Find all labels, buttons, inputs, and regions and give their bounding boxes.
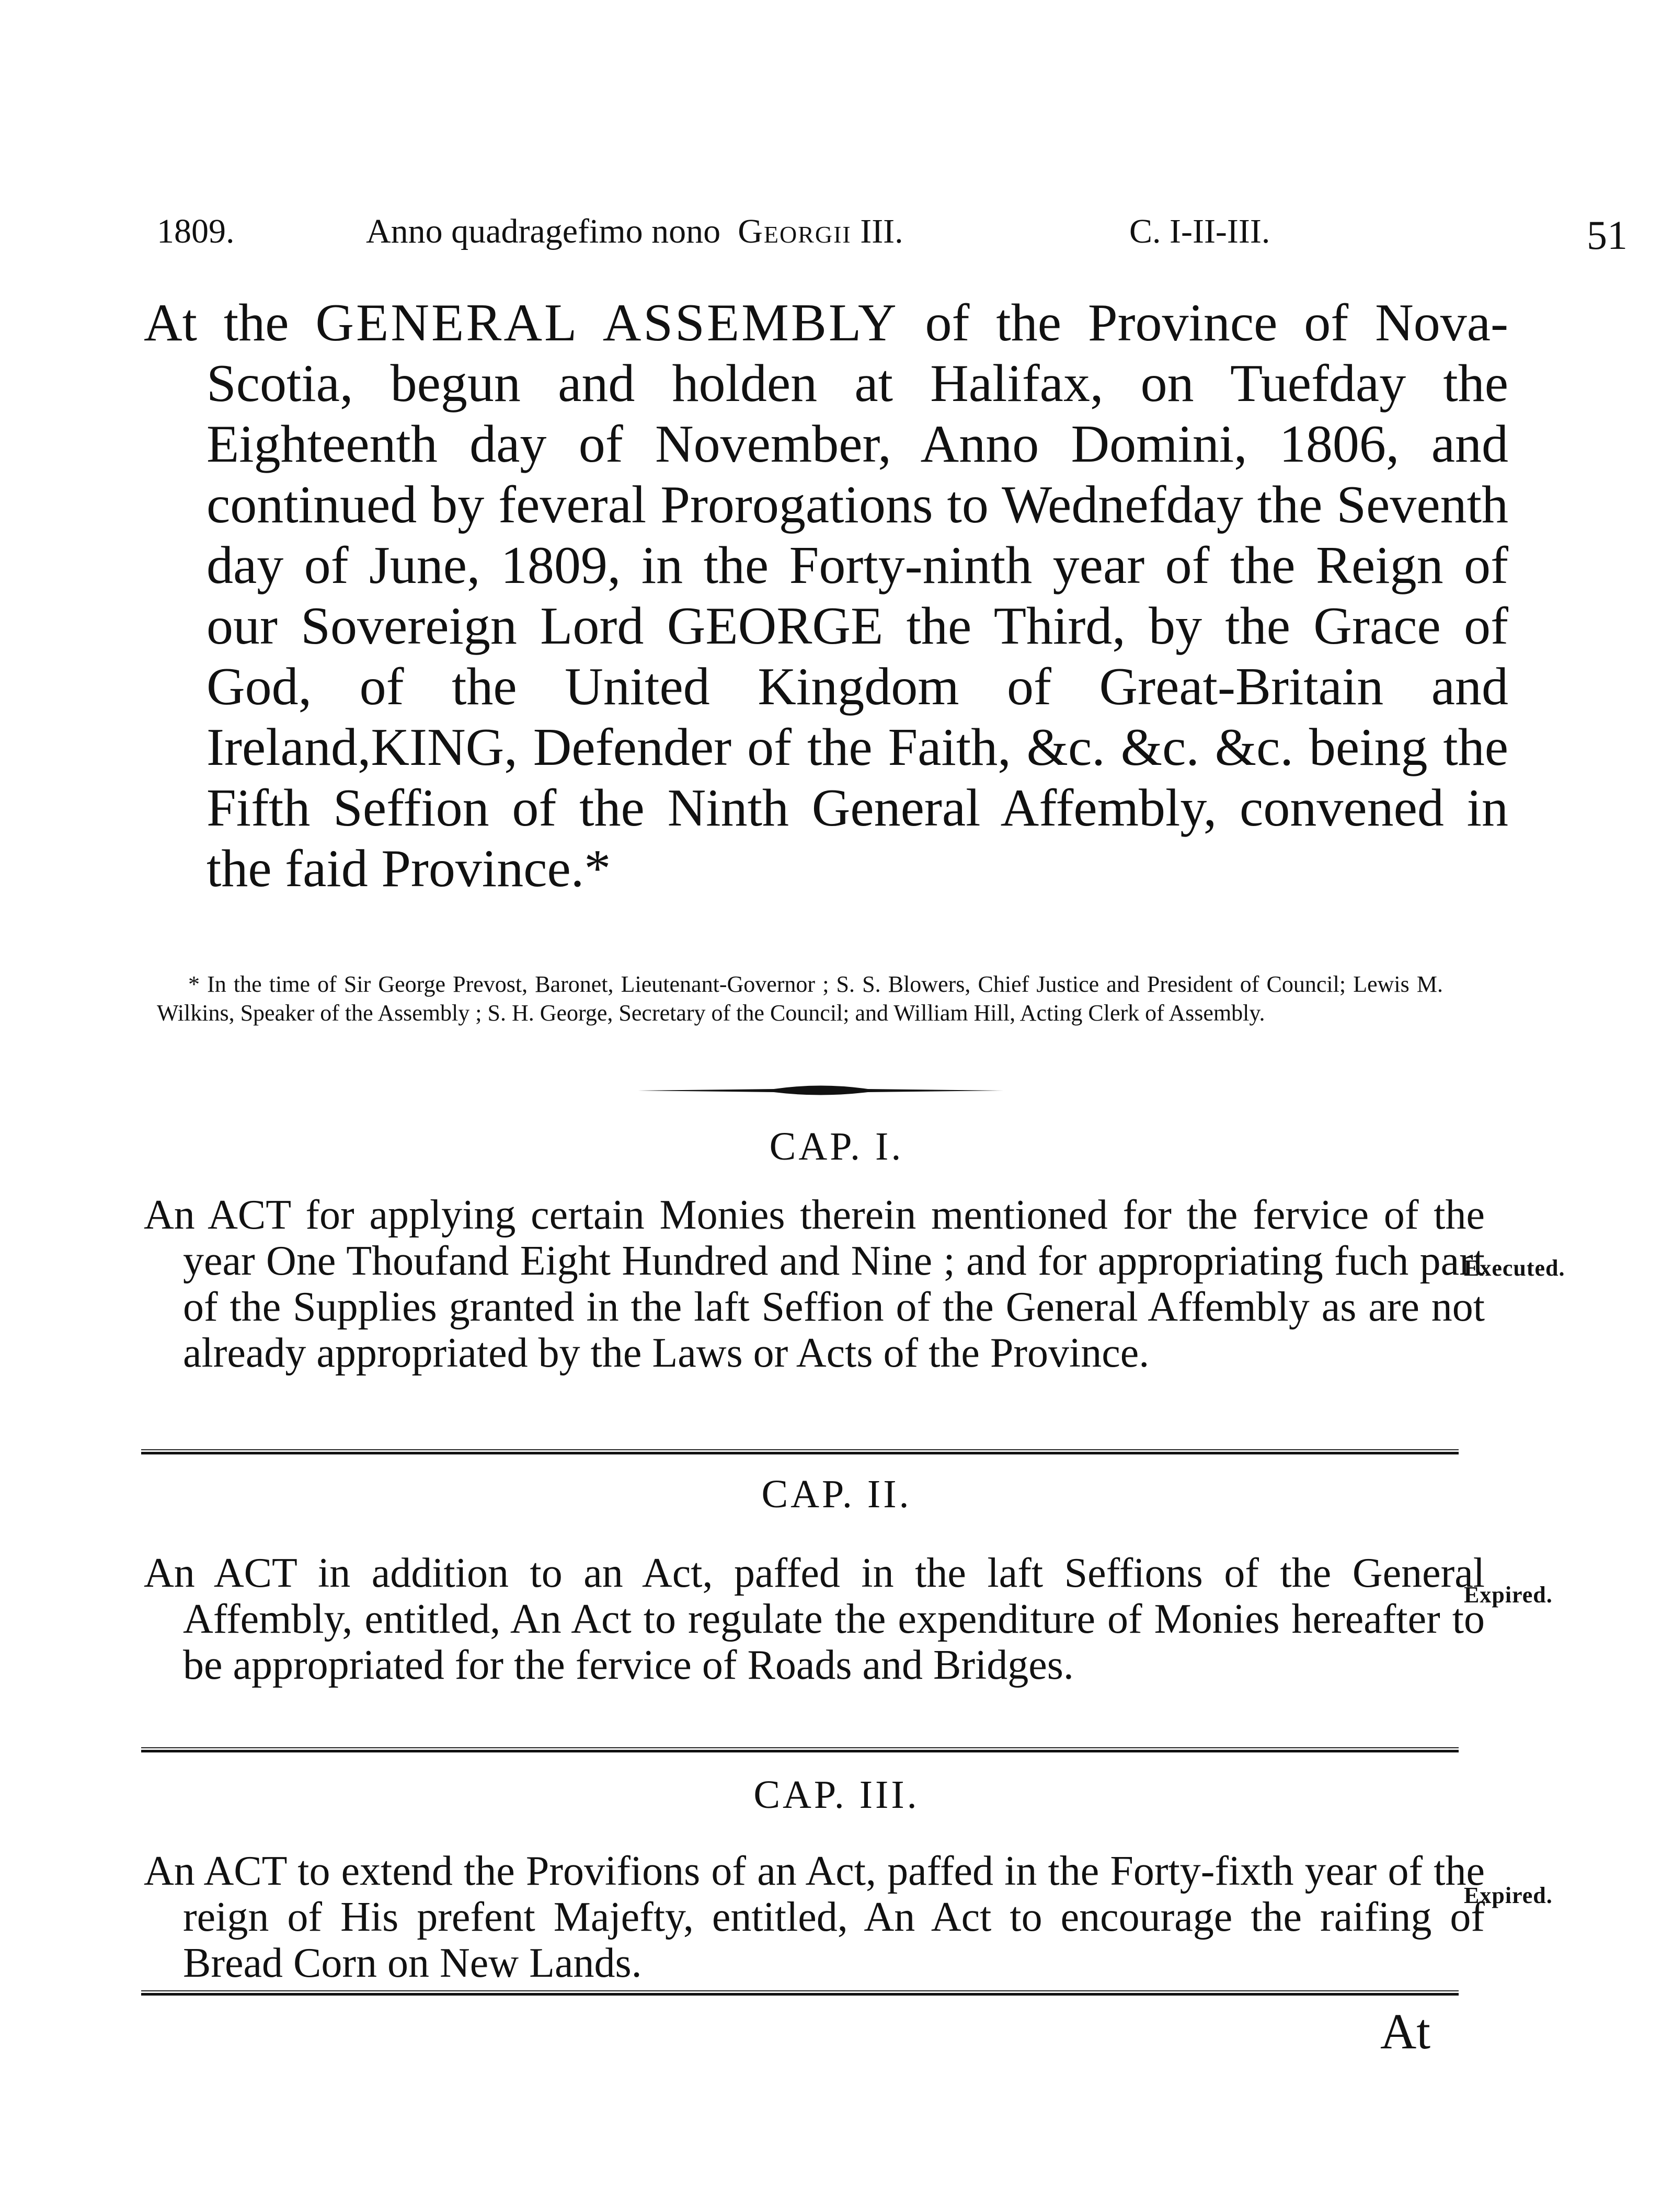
header-regnal: III. <box>860 212 903 250</box>
footnote: * In the time of Sir George Prevost, Baronet, Lieutenant-Governor ; S. S. Blowers, Chief Justice and President of Council; Lewis M. Wilkins, Speaker of the Assembly ; S. H. George, Secretary of the Council; and William Hill, Acting Clerk of Assembly. <box>157 971 1443 1026</box>
cap-1-status: Executed. <box>1464 1255 1565 1281</box>
running-header <box>157 212 1628 269</box>
header-year: 1809. <box>157 212 235 250</box>
preamble-king: KING, <box>371 718 518 777</box>
header-chapters: C. I-II-III. <box>1129 212 1270 250</box>
cap-3-text: An ACT to extend the Provifions of an Act, paffed in the Forty-fixth year of the reign of His prefent Majefty, entitled, An Act to encourage the raifing of Bread Corn on New Lands. <box>144 1848 1485 1986</box>
header-king: Georgii <box>738 212 852 250</box>
session-preamble <box>144 293 1508 899</box>
cap-3-status: Expired. <box>1464 1883 1553 1908</box>
rule-cap-2 <box>141 1746 1459 1753</box>
preamble-assembly: GENERAL ASSEMBLY <box>315 293 899 352</box>
ornament-divider <box>638 1082 1004 1098</box>
header-regnal-title <box>366 212 903 251</box>
cap-1-text: An ACT for applying certain Monies therein mentioned for the fervice of the year One Thoufand Eight Hundred and Nine ; and for appropriating fuch part of the Supplies granted in the laft Seffion of the General Affembly as are not already appropriated by the Laws or Acts of the Province. <box>144 1192 1485 1376</box>
cap-2-text: An ACT in addition to an Act, paffed in the laft Seffions of the General Affembly, entitled, An Act to regulate the expenditure of Monies hereafter to be appropriated for the fervice of Roads and Bridges. <box>144 1550 1485 1688</box>
page-number: 51 <box>1587 212 1628 258</box>
rule-cap-3 <box>141 1989 1459 1997</box>
cap-2-title: CAP. II. <box>761 1472 912 1516</box>
cap-3-title: CAP. III. <box>753 1773 920 1817</box>
header-anno: Anno quadragefimo nono <box>366 212 721 250</box>
catchword: At <box>1380 2003 1430 2059</box>
rule-cap-1 <box>141 1448 1459 1455</box>
preamble-text-2: the Third, by the Grace of God, of the United Kingdom of Great-Britain and Ireland, <box>207 597 1509 777</box>
cap-2-status: Expired. <box>1464 1582 1553 1608</box>
preamble-text-3: Defender of the Faith, &c. &c. &c. being the Fifth Seffion of the Ninth General Affembly, convened in the faid Province.* <box>207 718 1509 898</box>
preamble-text-1: of the Province of Nova-Scotia, begun and holden at Halifax, on Tuefday the Eighteenth day of November, Anno Domini, 1806, and continued by feveral Prorogations to Wednefday the Seventh day of June, 1809, in the Forty-ninth year of the Reign of our Sovereign Lord <box>207 293 1509 656</box>
cap-1-title: CAP. I. <box>769 1125 904 1168</box>
preamble-at-the: At the <box>144 293 289 352</box>
preamble-george: GEORGE <box>667 597 884 656</box>
